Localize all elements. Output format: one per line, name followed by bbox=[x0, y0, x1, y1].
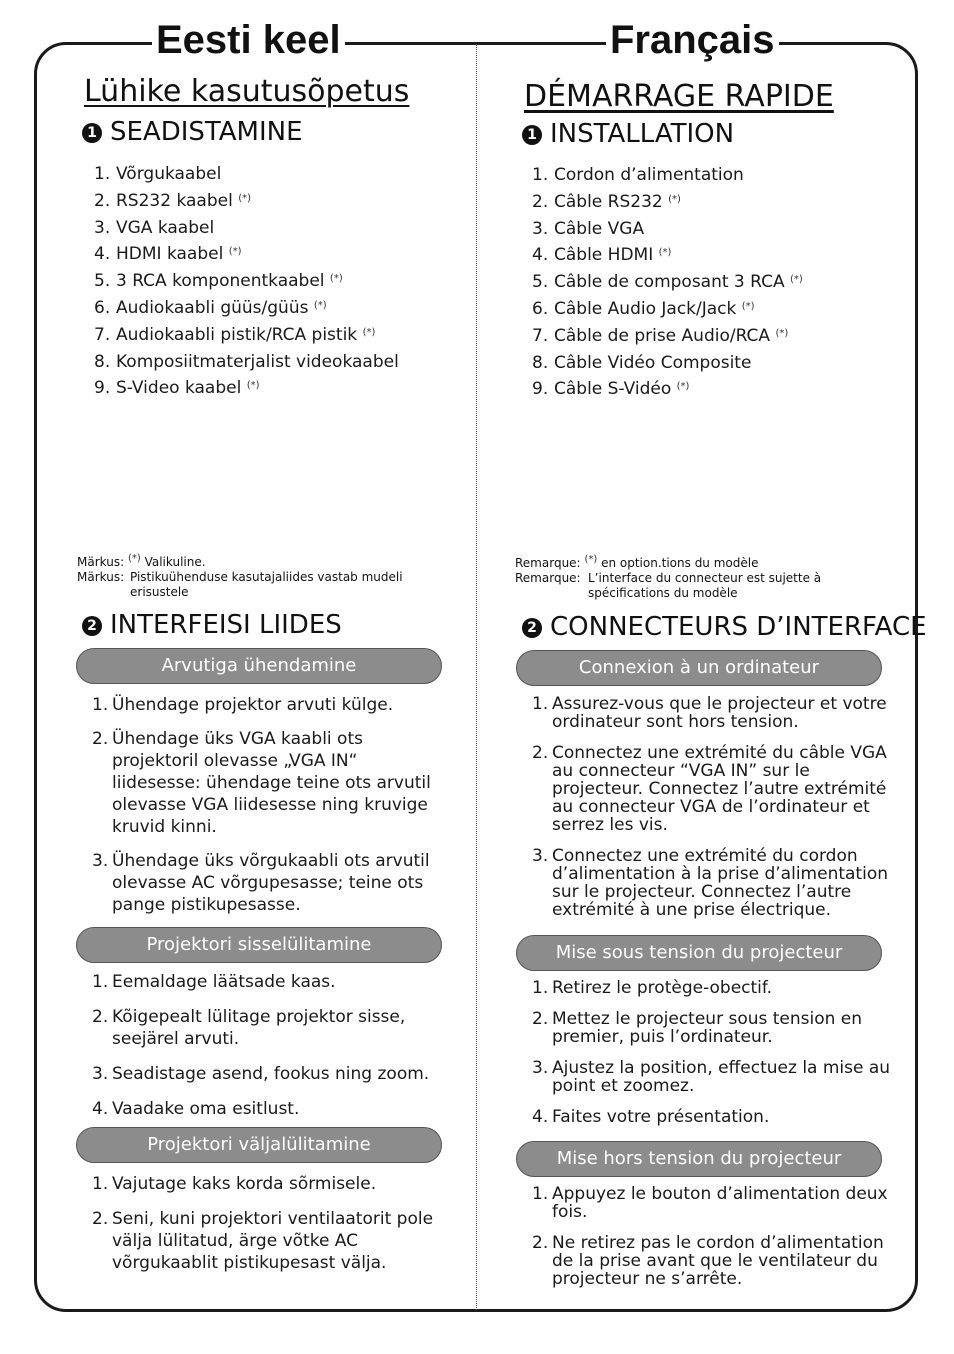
list-item: 8. Câble Vidéo Composite bbox=[532, 352, 752, 373]
note-optional: Märkus: (*) Valikuline. bbox=[77, 553, 206, 569]
list-item: 7. Câble de prise Audio/RCA (*) bbox=[532, 325, 789, 346]
list-item: 9. Câble S-Vidéo (*) bbox=[532, 379, 690, 400]
section-bar-power-off: Projektori väljalülitamine bbox=[76, 1127, 442, 1163]
step-item: 3. Ühendage üks võrgukaabli ots arvutil olevasse AC võrgupesasse; teine ots pange pistikupesasse. bbox=[92, 851, 430, 915]
title-estonian: Eesti keel bbox=[152, 16, 345, 64]
list-item: 1. Võrgukaabel bbox=[94, 164, 222, 184]
setup-heading bbox=[522, 119, 734, 149]
section-number-badge: 1 bbox=[522, 125, 542, 145]
power-on-steps bbox=[532, 979, 894, 1126]
list-item: 2. RS232 kaabel (*) bbox=[94, 190, 252, 211]
interface-heading bbox=[82, 610, 342, 640]
title-french: Français bbox=[606, 16, 779, 64]
setup-heading bbox=[82, 117, 303, 147]
step-item: 1. Appuyez le bouton d’alimentation deux fois. bbox=[532, 1184, 888, 1222]
column-estonian bbox=[0, 0, 434, 1354]
connect-steps bbox=[532, 695, 894, 919]
list-item: 5. Câble de composant 3 RCA (*) bbox=[532, 272, 803, 293]
connect-steps bbox=[92, 694, 437, 916]
setup-heading-text: INSTALLATION bbox=[550, 119, 735, 149]
quick-start-heading: Lühike kasutusõpetus bbox=[84, 74, 410, 109]
list-item: 6. Audiokaabli güüs/güüs (*) bbox=[94, 297, 327, 318]
step-item: 4. Faites votre présentation. bbox=[532, 1107, 770, 1127]
step-item: 1. Eemaldage läätsade kaas. bbox=[92, 972, 336, 992]
list-item: 3. Câble VGA bbox=[532, 218, 645, 239]
section-bar-power-on: Mise sous tension du projecteur bbox=[516, 935, 882, 971]
list-item: 1. Cordon d’alimentation bbox=[532, 165, 744, 185]
step-item: 1. Retirez le protège-obectif. bbox=[532, 978, 773, 998]
step-item: 3. Ajustez la position, effectuez la mise au point et zoomez. bbox=[532, 1058, 891, 1096]
step-item: 3. Connectez une extrémité du cordon d’alimentation à la prise d’alimentation sur le projecteur. Connectez l’autre extrémité à une prise électrique. bbox=[532, 846, 888, 920]
step-item: 1. Vajutage kaks korda sõrmisele. bbox=[92, 1174, 377, 1194]
note-interface: Märkus: Pistikuühenduse kasutajaliides vastab mudeli erisustele bbox=[77, 570, 403, 599]
list-item: 5. 3 RCA komponentkaabel (*) bbox=[94, 271, 343, 292]
list-item: 6. Câble Audio Jack/Jack (*) bbox=[532, 298, 755, 319]
setup-heading-text: SEADISTAMINE bbox=[110, 117, 303, 147]
step-item: 1. Assurez-vous que le projecteur et votre ordinateur sont hors tension. bbox=[532, 694, 887, 732]
step-item: 2. Connectez une extrémité du câble VGA au connecteur “VGA IN” sur le projecteur. Connectez l’autre extrémité au connecteur VGA de l’ordinateur et serrez les vis. bbox=[532, 743, 887, 835]
step-item: 2. Mettez le projecteur sous tension en premier, puis l’ordinateur. bbox=[532, 1009, 863, 1047]
list-item: 4. HDMI kaabel (*) bbox=[94, 244, 242, 265]
step-item: 4. Vaadake oma esitlust. bbox=[92, 1099, 300, 1119]
cable-list bbox=[94, 159, 399, 400]
list-item: 8. Komposiitmaterjalist videokaabel bbox=[94, 351, 399, 372]
step-item: 2. Ühendage üks VGA kaabli ots projektoril olevasse „VGA IN“ liidesesse: ühendage teine ots arvutil olevasse VGA liidesesse ning kruvige kruvid kinni. bbox=[92, 729, 431, 837]
step-item: 2. Seni, kuni projektori ventilaatorit pole välja lülitatud, ärge võtke AC võrgukaablit pistikupesast välja. bbox=[92, 1209, 434, 1273]
interface-heading-text: INTERFEISI LIIDES bbox=[110, 610, 342, 640]
section-bar-power-off: Mise hors tension du projecteur bbox=[516, 1141, 882, 1177]
step-item: 2. Ne retirez pas le cordon d’alimentation de la prise avant que le ventilateur du projecteur ne s’arrête. bbox=[532, 1233, 884, 1289]
section-bar-connect: Arvutiga ühendamine bbox=[76, 648, 442, 684]
note-interface: Remarque: L’interface du connecteur est sujette à spécifications du modèle bbox=[515, 571, 822, 600]
section-number-badge: 2 bbox=[82, 616, 102, 636]
list-item: 9. S-Video kaabel (*) bbox=[94, 378, 260, 399]
cable-list bbox=[532, 160, 803, 401]
section-number-badge: 1 bbox=[82, 123, 102, 143]
interface-heading bbox=[522, 612, 927, 642]
step-item: 1. Ühendage projektor arvuti külge. bbox=[92, 695, 394, 715]
list-item: 7. Audiokaabli pistik/RCA pistik (*) bbox=[94, 324, 376, 345]
quick-start-heading: DÉMARRAGE RAPIDE bbox=[524, 79, 834, 114]
step-item: 2. Kõigepealt lülitage projektor sisse, seejärel arvuti. bbox=[92, 1007, 406, 1049]
list-item: 2. Câble RS232 (*) bbox=[532, 191, 681, 212]
power-on-steps bbox=[92, 971, 437, 1120]
interface-heading-text: CONNECTEURS D’INTERFACE bbox=[550, 612, 927, 642]
step-item: 3. Seadistage asend, fookus ning zoom. bbox=[92, 1064, 430, 1084]
power-off-steps bbox=[532, 1185, 894, 1288]
section-bar-power-on: Projektori sisselülitamine bbox=[76, 927, 442, 963]
column-french bbox=[440, 0, 927, 1354]
power-off-steps bbox=[92, 1173, 437, 1274]
list-item: 3. VGA kaabel bbox=[94, 217, 215, 238]
section-number-badge: 2 bbox=[522, 618, 542, 638]
note-optional: Remarque: (*) en option.tions du modèle bbox=[515, 554, 759, 570]
section-bar-connect: Connexion à un ordinateur bbox=[516, 650, 882, 686]
list-item: 4. Câble HDMI (*) bbox=[532, 245, 672, 266]
